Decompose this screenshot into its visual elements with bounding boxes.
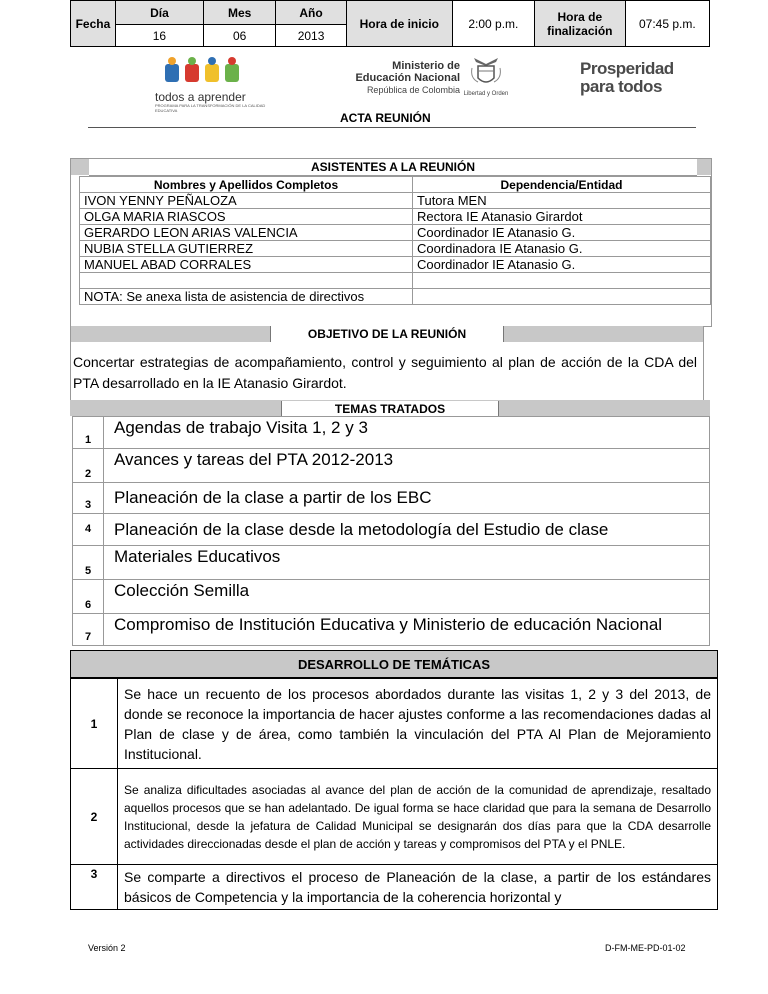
objetivo-text: Concertar estrategias de acompañamiento, control y seguimiento al plan de acción de la CDA del PTA desarrollado en la IE Atanasio Girardot. <box>73 354 697 391</box>
dia-value: 16 <box>115 25 203 47</box>
desarrollo-num: 1 <box>71 679 118 769</box>
tema-num: 1 <box>73 417 104 449</box>
desarrollo-num: 2 <box>71 769 118 865</box>
hora-inicio-label: Hora de inicio <box>346 1 452 47</box>
title-underline <box>88 127 696 128</box>
desarrollo-text: Se comparte a directivos el proceso de Planeación de la clase, a partir de los estándares básicos de Competencia y la importancia de la coherencia horizontal y <box>118 865 718 910</box>
desarrollo-text: Se hace un recuento de los procesos abordados durante las visitas 1, 2 y 3 del 2013, de donde se reconoce la importancia de hacer ajustes conforme a las recomendaciones dadas al Plan de clase y de área, como también la vinculación del PTA Al Plan de Mejoramiento Institucional. <box>118 679 718 769</box>
asistente-nombre: IVON YENNY PEÑALOZA <box>80 193 413 209</box>
header-table <box>70 0 710 47</box>
prosperidad-line2: para todos <box>580 77 662 96</box>
tema-num: 2 <box>73 449 104 483</box>
todos-aprender-icon <box>155 56 275 86</box>
tema-text: Agendas de trabajo Visita 1, 2 y 3 <box>104 417 710 449</box>
desarrollo-title: DESARROLLO DE TEMÁTICAS <box>297 657 491 672</box>
hora-fin-label: Hora de finalización <box>534 1 625 47</box>
asistente-dependencia: Coordinador IE Atanasio G. <box>413 225 711 241</box>
tema-num: 5 <box>73 546 104 580</box>
desarrollo-num: 3 <box>71 865 118 910</box>
table-row <box>80 193 711 209</box>
asistente-dependencia: Rectora IE Atanasio Girardot <box>413 209 711 225</box>
tema-text: Planeación de la clase a partir de los EBC <box>104 483 710 514</box>
asistente-nombre: NUBIA STELLA GUTIERREZ <box>80 241 413 257</box>
table-row <box>73 483 710 514</box>
col-dependencia: Dependencia/Entidad <box>413 177 711 193</box>
table-row <box>73 546 710 580</box>
col-nombres: Nombres y Apellidos Completos <box>80 177 413 193</box>
asistente-dependencia: Tutora MEN <box>413 193 711 209</box>
table-row <box>80 257 711 273</box>
anio-label: Año <box>276 1 346 25</box>
tema-text: Colección Semilla <box>104 580 710 614</box>
asistente-nombre: MANUEL ABAD CORRALES <box>80 257 413 273</box>
todos-aprender-text: todos a aprender <box>155 90 246 104</box>
asistente-nombre: GERARDO LEON ARIAS VALENCIA <box>80 225 413 241</box>
nota-asistencia: NOTA: Se anexa lista de asistencia de directivos <box>80 289 413 305</box>
hora-fin-value: 07:45 p.m. <box>625 1 709 47</box>
table-row <box>80 225 711 241</box>
temas-table <box>72 416 710 646</box>
table-row <box>73 449 710 483</box>
todos-aprender-logo <box>155 56 275 113</box>
table-row <box>73 417 710 449</box>
escudo-colombia <box>462 54 510 98</box>
asistente-nombre: OLGA MARIA RIASCOS <box>80 209 413 225</box>
table-row <box>80 273 711 289</box>
table-row <box>71 769 718 865</box>
desarrollo-header <box>70 650 718 678</box>
temas-header <box>70 400 710 416</box>
asistentes-title: ASISTENTES A LA REUNIÓN <box>89 159 697 176</box>
escudo-icon <box>466 54 506 88</box>
desarrollo-table <box>70 678 718 910</box>
objetivo-section <box>70 326 704 400</box>
ministerio-line1: Ministerio de <box>392 60 460 72</box>
table-row <box>71 679 718 769</box>
footer-version: Versión 2 <box>88 943 126 953</box>
ministerio-line3: República de Colombia <box>366 85 460 95</box>
footer-codigo: D-FM-ME-PD-01-02 <box>605 943 686 953</box>
ministerio-line2: Educación Nacional <box>355 72 460 84</box>
mes-value: 06 <box>203 25 275 47</box>
table-row <box>73 614 710 646</box>
table-row <box>80 241 711 257</box>
table-row <box>73 580 710 614</box>
tema-text: Compromiso de Institución Educativa y Ministerio de educación Nacional <box>104 614 710 646</box>
objetivo-header <box>71 326 703 342</box>
tema-num: 6 <box>73 580 104 614</box>
asistentes-table <box>79 176 711 305</box>
ministerio-logo <box>340 60 460 96</box>
hora-inicio-value: 2:00 p.m. <box>452 1 534 47</box>
tema-text: Materiales Educativos <box>104 546 710 580</box>
table-row <box>80 289 711 305</box>
tema-text: Avances y tareas del PTA 2012-2013 <box>104 449 710 483</box>
prosperidad-logo <box>580 60 690 96</box>
asistente-dependencia: Coordinadora IE Atanasio G. <box>413 241 711 257</box>
prosperidad-line1: Prosperidad <box>580 59 674 78</box>
table-row <box>80 209 711 225</box>
asistentes-section <box>70 158 712 327</box>
desarrollo-text: Se analiza dificultades asociadas al avance del plan de acción de la comunidad de aprendizaje, resaltado aquellos procesos que se han adelantado. De igual forma se hace claridad que para la semana de Desarrollo Institucional, desde la jefatura de Calidad Municipal se designarán dos días para que la CDA desarrolle actividades direccionadas desde el plan de acción y tareas y compromisos del PTA y el PNLE. <box>118 769 718 865</box>
escudo-caption: Libertad y Orden <box>463 91 509 97</box>
table-row <box>73 514 710 546</box>
table-row <box>71 865 718 910</box>
asistente-dependencia: Coordinador IE Atanasio G. <box>413 257 711 273</box>
dia-label: Día <box>115 1 203 25</box>
todos-aprender-subtitle: PROGRAMA PARA LA TRANSFORMACIÓN DE LA CALIDAD EDUCATIVA <box>155 103 266 113</box>
tema-text: Planeación de la clase desde la metodología del Estudio de clase <box>104 514 710 546</box>
temas-title: TEMAS TRATADOS <box>281 401 499 417</box>
mes-label: Mes <box>203 1 275 25</box>
objetivo-title: OBJETIVO DE LA REUNIÓN <box>270 326 504 342</box>
tema-num: 3 <box>73 483 104 514</box>
fecha-label: Fecha <box>71 1 116 47</box>
anio-value: 2013 <box>276 25 346 47</box>
tema-num: 4 <box>73 514 104 546</box>
acta-title: ACTA REUNIÓN <box>340 111 431 125</box>
tema-num: 7 <box>73 614 104 646</box>
